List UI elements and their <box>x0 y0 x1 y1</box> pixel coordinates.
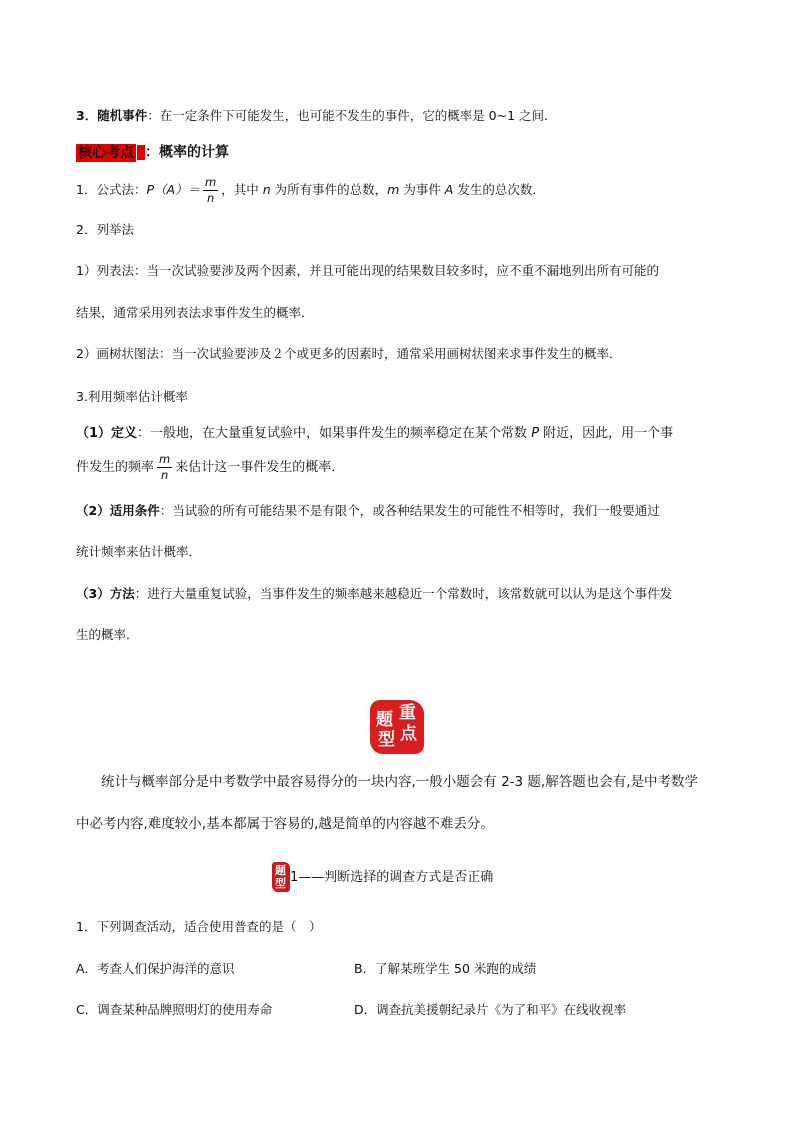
tree-method-line: 2）画树状图法：当一次试验要涉及２个或更多的因素时，通常采用画树状图来求事件发生的概率． <box>76 346 622 361</box>
topic-badge-char-2: 型 <box>275 877 286 890</box>
formula-mid2: 为所有事件的总数， <box>270 182 388 197</box>
definition-fraction <box>157 454 172 481</box>
question-stem: 1．下列调查活动，适合使用普查的是（ ） <box>76 919 322 934</box>
definition-text2-head: 件发生的频率 <box>76 460 155 475</box>
option-a[interactable]: A．考查人们保护海洋的意识 <box>76 961 235 976</box>
formula-n-var: n <box>262 182 271 197</box>
method-text1: ：进行大量重复试验，当事件发生的频率越来越稳近一个常数时，该常数就可以认为是这个事件发 <box>134 586 673 601</box>
definition-line1 <box>76 427 673 440</box>
formula-line <box>76 170 545 210</box>
formula-p-expr: P（A）＝ <box>146 182 201 197</box>
random-event-label: 3．随机事件 <box>76 108 148 123</box>
table-method-line2: 结果，通常采用列表法求事件发生的概率． <box>76 305 314 320</box>
option-d[interactable]: D．调查抗美援朝纪录片《为了和平》在线收视率 <box>354 1002 627 1017</box>
definition-text1-tail: 附近，因此，用一个事 <box>539 426 674 441</box>
condition-text1: ：当试验的所有可能结果不是有限个，或各种结果发生的可能性不相等时，我们一般要通过 <box>159 503 660 518</box>
definition-text1: ：一般地，在大量重复试验中，如果事件发生的频率稳定在某个常数 <box>137 426 532 441</box>
formula-fraction <box>203 177 218 204</box>
definition-p-var: P <box>531 426 540 441</box>
condition-line1 <box>76 505 660 518</box>
definition-label: （1）定义 <box>76 426 138 441</box>
formula-denominator: n <box>207 190 215 205</box>
topic-badge <box>272 862 290 892</box>
core-point-heading <box>76 145 229 160</box>
definition-denominator: n <box>160 467 169 482</box>
formula-numerator: m <box>205 175 217 189</box>
formula-mid3: 为事件 <box>399 182 445 197</box>
table-method-line1: 1）列表法：当一次试验要涉及两个因素，并且可能出现的结果数目较多时，应不重不漏地列出所有可能的 <box>76 263 659 278</box>
option-c[interactable]: C．调查某种品牌照明灯的使用寿命 <box>76 1002 273 1017</box>
formula-mid1: ，其中 <box>221 182 263 197</box>
listing-heading: 2．列举法 <box>76 222 134 237</box>
option-b[interactable]: B．了解某班学生 50 米跑的成绩 <box>354 961 537 976</box>
formula-tail: 发生的总次数． <box>453 182 545 197</box>
method-line1 <box>76 588 672 601</box>
condition-label: （2）适用条件 <box>76 503 160 518</box>
seal-char-4: 点 <box>400 724 417 744</box>
intro-line2: 中必考内容,难度较小,基本都属于容易的,越是简单的内容越不难丢分。 <box>76 816 494 832</box>
topic-title: 1——判断选择的调查方式是否正确 <box>290 870 494 885</box>
definition-text2-tail: 来估计这一事件发生的概率． <box>175 460 345 475</box>
core-point-title: ：概率的计算 <box>145 144 229 161</box>
random-event-line <box>76 110 557 123</box>
seal-char-1: 题 <box>376 710 393 730</box>
seal-char-3: 型 <box>378 730 395 750</box>
random-event-text: ：在一定条件下可能发生，也可能不发生的事件，它的概率是 0~1 之间． <box>147 108 557 123</box>
definition-line2 <box>76 448 344 488</box>
frequency-heading: 3.利用频率估计概率 <box>76 389 188 404</box>
condition-line2: 统计频率来估计概率． <box>76 544 202 559</box>
core-point-tag: 核心考点 <box>78 144 134 161</box>
formula-lead: 1．公式法： <box>76 182 147 197</box>
definition-numerator: m <box>159 452 171 466</box>
core-point-tag-marker <box>137 145 145 160</box>
formula-m-var: m <box>387 182 400 197</box>
intro-line1: 统计与概率部分是中考数学中最容易得分的一块内容,一般小题会有 2-3 题,解答题也会有,是中考数学 <box>101 774 699 790</box>
method-label: （3）方法 <box>76 586 135 601</box>
formula-a-var: A <box>444 182 454 197</box>
topic-badge-char-1: 题 <box>275 864 286 877</box>
key-topic-seal <box>370 700 424 754</box>
method-line2: 生的概率． <box>76 627 139 642</box>
seal-char-2: 重 <box>399 703 416 723</box>
